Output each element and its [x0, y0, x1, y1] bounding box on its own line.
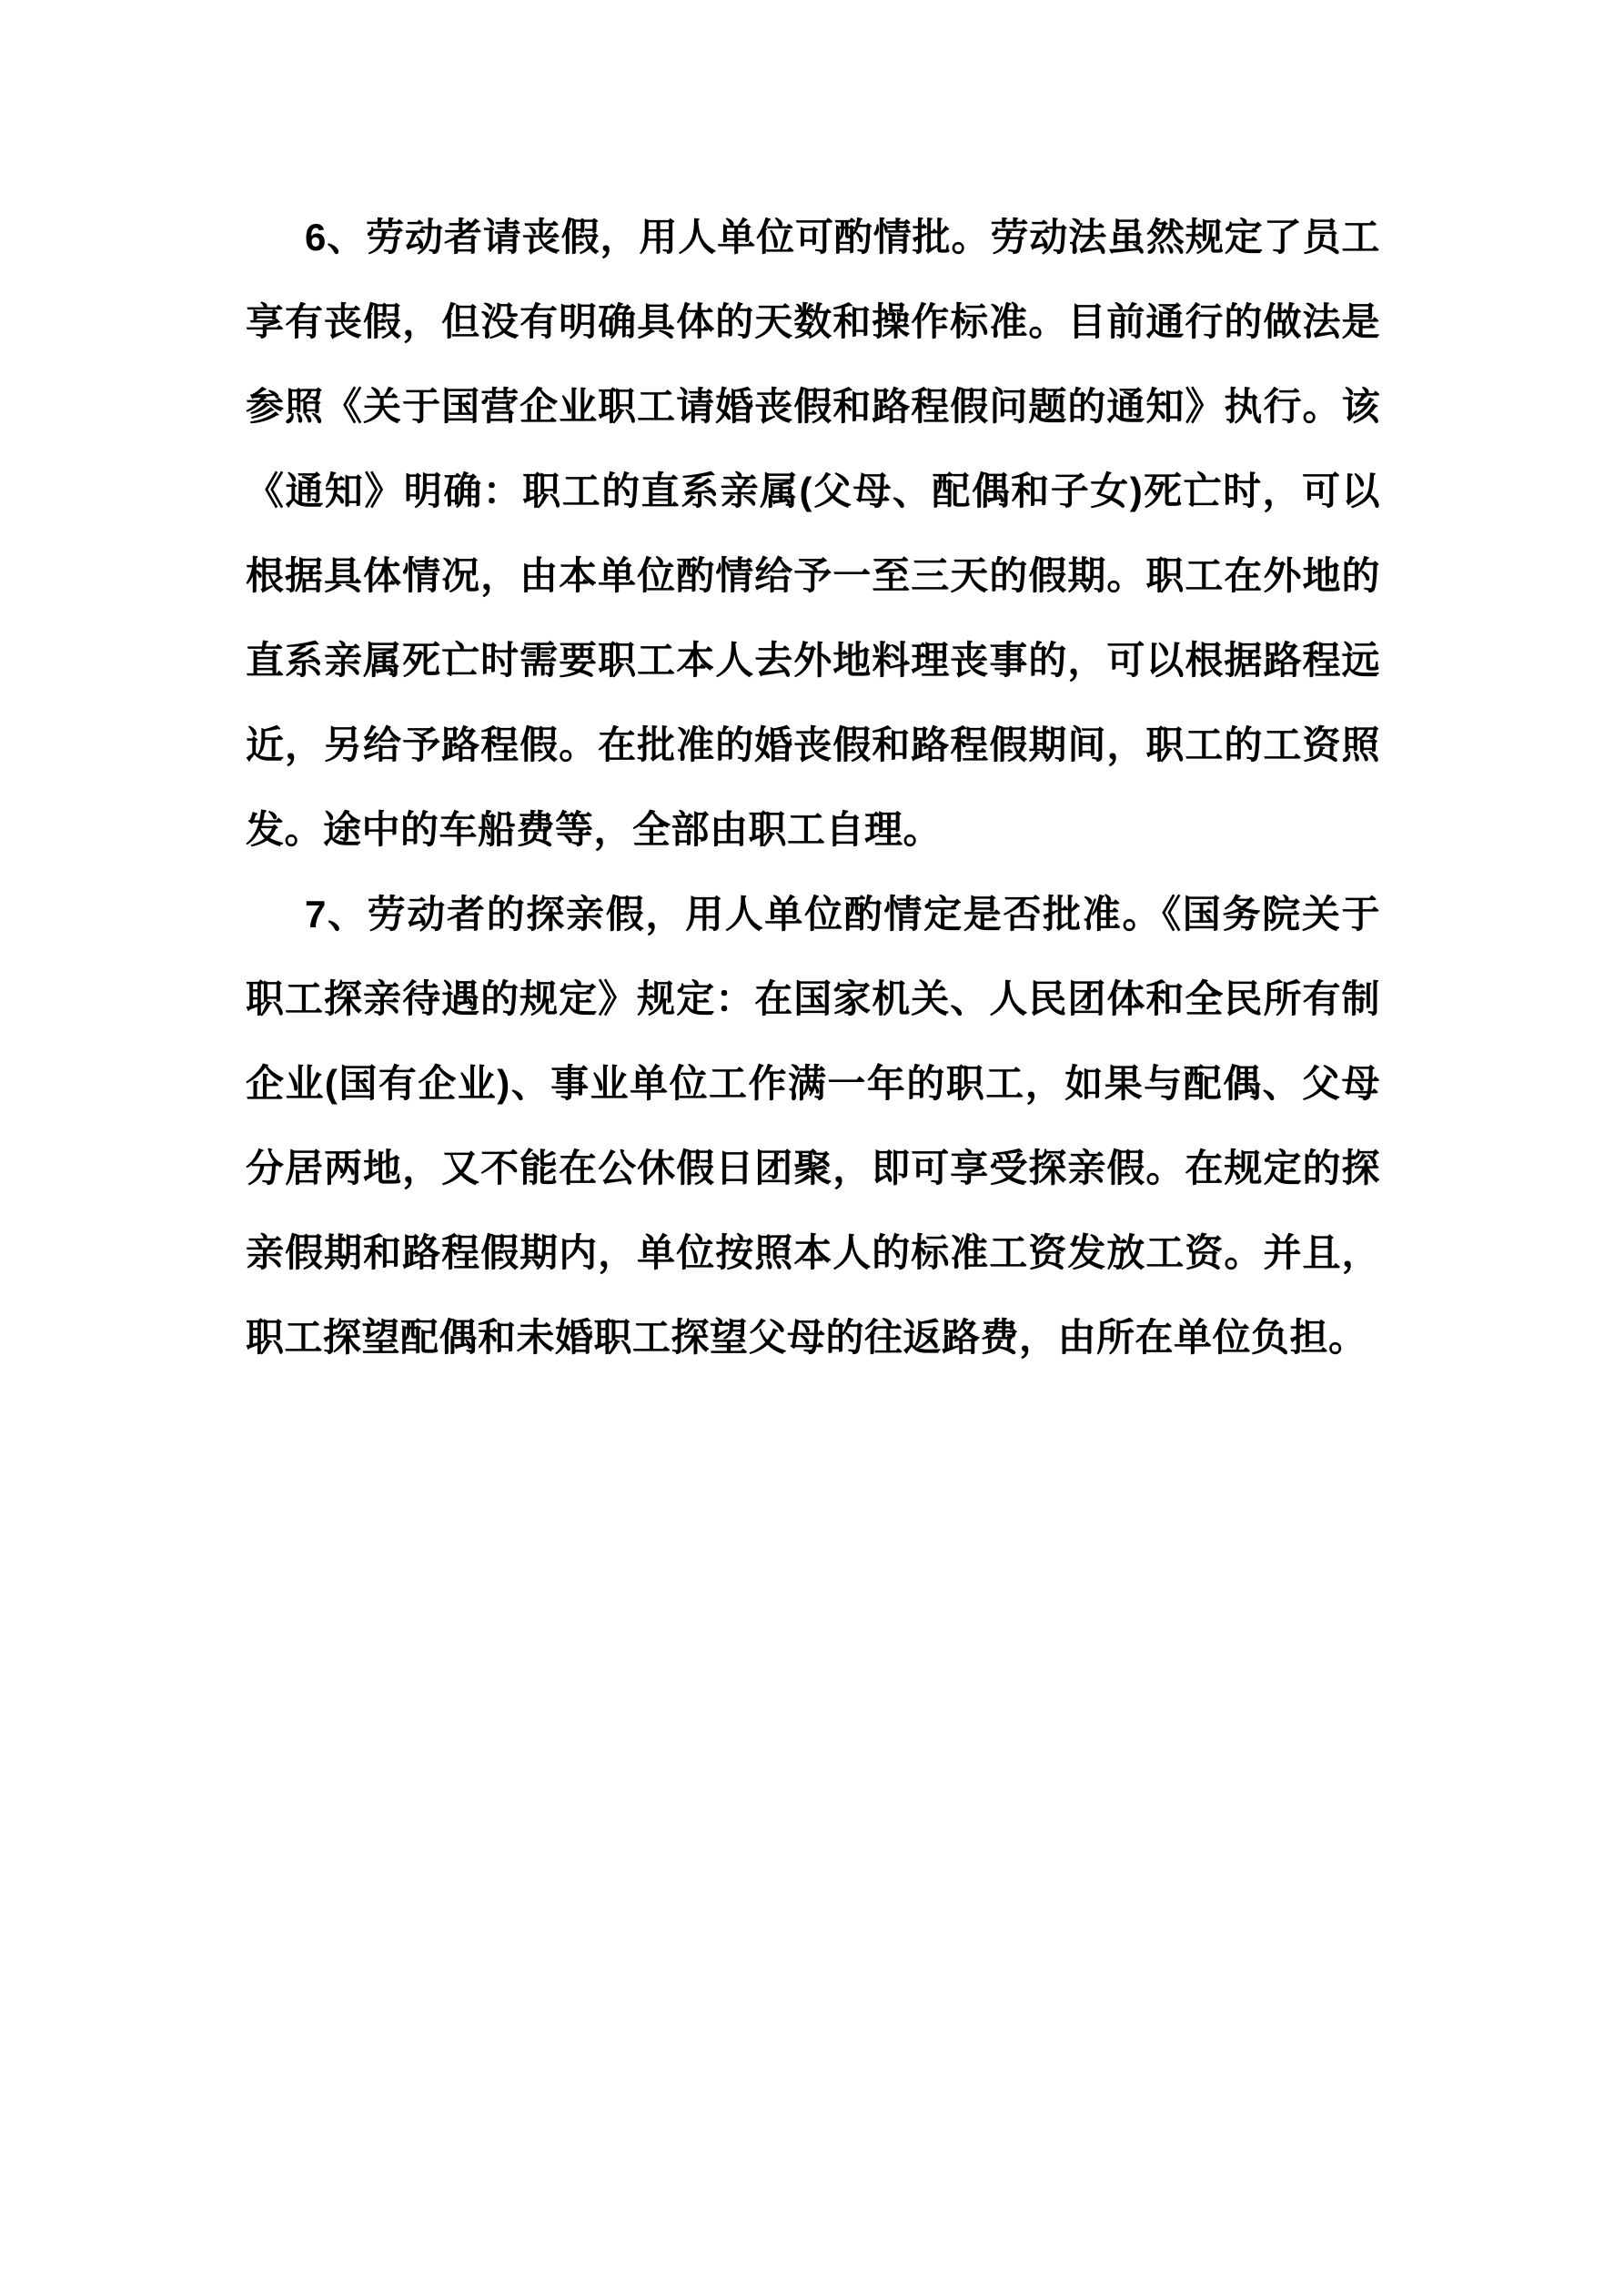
paragraph-item-6-bereavement-leave: 6、劳动者请丧假，用人单位可酌情批。劳动法虽然规定了员工享有丧假，但没有明确具体的天数和操作标准。目前通行的做法是参照《关于国营企业职工请婚丧假和路程假问题的通知》执行。该《通知》明确：职工的直系亲属(父母、配偶和子女)死亡时，可以根据具体情况，由本单位酌情给予一至三天的假期。职工在外地的直系亲属死亡时需要职工本人去外地料理丧事的，可以根据路程远近，另给予路程假。在批准的婚丧假和路程假期间，职工的工资照发。途中的车船费等，全部由职工自理。 [246, 216, 1380, 851]
paragraph-item-7-family-visit-leave: 7、劳动者的探亲假，用人单位酌情定是否批准。《国务院关于职工探亲待遇的规定》规定：在国家机关、人民团体和全民所有制企业(国有企业)、事业单位工作满一年的职工，如果与配偶、父母分居两地，又不能在公休假日团聚，即可享受探亲假。在规定的探亲假期和路程假期内，单位按照本人的标准工资发放工资。并且，职工探望配偶和未婚职工探望父母的往返路费，由所在单位负担。 [246, 893, 1380, 1359]
